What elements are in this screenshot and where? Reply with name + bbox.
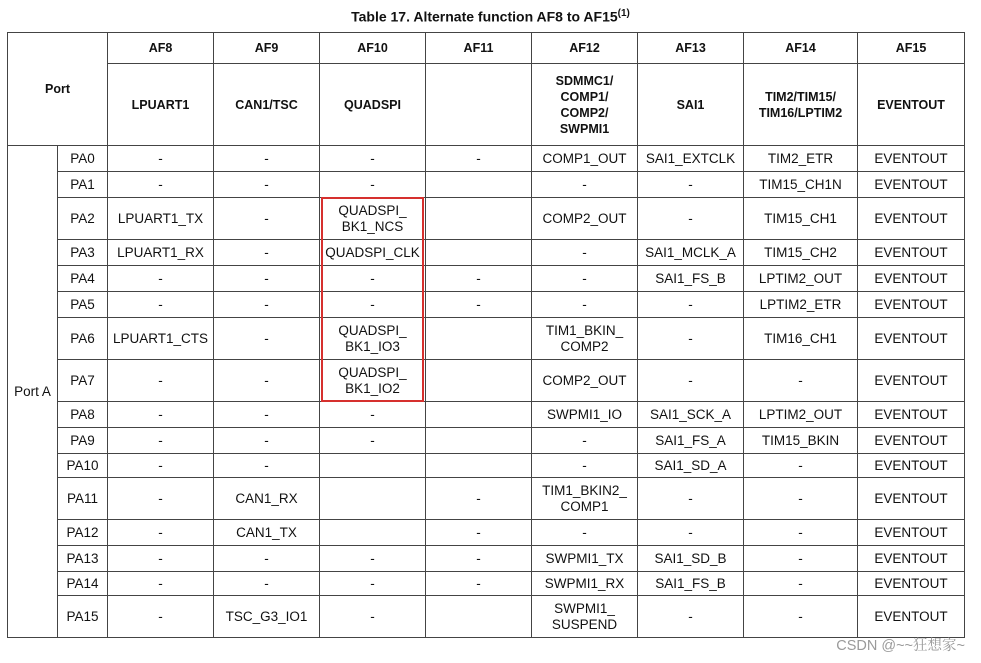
af-cell: -	[320, 266, 426, 292]
af-cell: -	[532, 292, 638, 318]
af-cell	[426, 360, 532, 402]
af-cell: -	[638, 318, 744, 360]
af-cell: -	[744, 520, 858, 546]
af-cell: -	[532, 520, 638, 546]
af-cell: -	[320, 146, 426, 172]
af-cell: -	[426, 266, 532, 292]
af-cell: -	[532, 428, 638, 454]
af-cell: -	[426, 546, 532, 572]
function-header: SAI1	[638, 64, 744, 146]
function-header	[426, 64, 532, 146]
function-header: QUADSPI	[320, 64, 426, 146]
af-cell	[426, 428, 532, 454]
af-cell: -	[638, 292, 744, 318]
pin-cell: PA10	[58, 454, 108, 478]
af-cell: -	[214, 318, 320, 360]
function-header: TIM2/TIM15/ TIM16/LPTIM2	[744, 64, 858, 146]
af-cell: -	[108, 572, 214, 596]
af-cell: TSC_G3_IO1	[214, 596, 320, 638]
pin-cell: PA1	[58, 172, 108, 198]
af-cell: -	[532, 240, 638, 266]
af-cell: -	[214, 146, 320, 172]
table-row	[8, 402, 965, 428]
pin-cell: PA15	[58, 596, 108, 638]
af-cell: -	[426, 520, 532, 546]
af-cell: COMP1_OUT	[532, 146, 638, 172]
af-cell: -	[108, 596, 214, 638]
af-cell	[426, 454, 532, 478]
af-cell: -	[320, 546, 426, 572]
af-cell: -	[532, 454, 638, 478]
af-cell: TIM15_CH1N	[744, 172, 858, 198]
pin-cell: PA9	[58, 428, 108, 454]
af-cell: -	[532, 172, 638, 198]
af-cell: LPUART1_CTS	[108, 318, 214, 360]
af-cell: SAI1_SCK_A	[638, 402, 744, 428]
table-row	[8, 198, 965, 240]
af-cell: CAN1_TX	[214, 520, 320, 546]
af-cell: -	[108, 520, 214, 546]
af-cell: EVENTOUT	[858, 266, 965, 292]
table-row	[8, 318, 965, 360]
af-cell: -	[214, 546, 320, 572]
table-row	[8, 428, 965, 454]
af-cell: EVENTOUT	[858, 240, 965, 266]
af-cell: -	[744, 572, 858, 596]
af-cell: -	[108, 266, 214, 292]
function-header: CAN1/TSC	[214, 64, 320, 146]
af-cell: TIM15_BKIN	[744, 428, 858, 454]
af-cell: TIM1_BKIN_ COMP2	[532, 318, 638, 360]
af-cell: QUADSPI_ BK1_IO3	[320, 318, 426, 360]
af-cell: -	[744, 546, 858, 572]
function-header: LPUART1	[108, 64, 214, 146]
pin-cell: PA2	[58, 198, 108, 240]
af-cell: SWPMI1_RX	[532, 572, 638, 596]
port-header: Port	[8, 33, 108, 146]
af-cell: COMP2_OUT	[532, 198, 638, 240]
af-cell: SAI1_SD_A	[638, 454, 744, 478]
af-cell: -	[320, 572, 426, 596]
table-row	[8, 240, 965, 266]
af-header-af11: AF11	[426, 33, 532, 64]
af-cell: SWPMI1_ SUSPEND	[532, 596, 638, 638]
pin-cell: PA11	[58, 478, 108, 520]
af-cell: QUADSPI_CLK	[320, 240, 426, 266]
af-cell: -	[214, 292, 320, 318]
af-cell: LPUART1_RX	[108, 240, 214, 266]
af-cell: -	[638, 478, 744, 520]
af-header-af14: AF14	[744, 33, 858, 64]
table-title: Table 17. Alternate function AF8 to AF15$^{(1)}$	[351, 8, 630, 25]
af-cell: LPTIM2_ETR	[744, 292, 858, 318]
af-cell: EVENTOUT	[858, 596, 965, 638]
af-cell	[320, 478, 426, 520]
af-cell: -	[108, 172, 214, 198]
table-row	[8, 454, 965, 478]
af-cell: SAI1_SD_B	[638, 546, 744, 572]
af-cell: -	[320, 402, 426, 428]
pin-cell: PA4	[58, 266, 108, 292]
pin-cell: PA3	[58, 240, 108, 266]
af-cell	[426, 318, 532, 360]
pin-cell: PA7	[58, 360, 108, 402]
table-row	[8, 546, 965, 572]
table-row	[8, 596, 965, 638]
pin-cell: PA0	[58, 146, 108, 172]
af-cell: CAN1_RX	[214, 478, 320, 520]
af-cell: QUADSPI_ BK1_NCS	[320, 198, 426, 240]
af-cell: -	[426, 146, 532, 172]
function-header: EVENTOUT	[858, 64, 965, 146]
table-row	[8, 172, 965, 198]
af-cell: -	[108, 360, 214, 402]
af-cell: SAI1_FS_B	[638, 572, 744, 596]
af-cell: -	[426, 572, 532, 596]
pin-cell: PA13	[58, 546, 108, 572]
af-cell: SAI1_FS_B	[638, 266, 744, 292]
af-cell: COMP2_OUT	[532, 360, 638, 402]
af-cell: EVENTOUT	[858, 402, 965, 428]
af-cell: TIM2_ETR	[744, 146, 858, 172]
af-cell: -	[744, 478, 858, 520]
af-cell: EVENTOUT	[858, 572, 965, 596]
af-header-af9: AF9	[214, 33, 320, 64]
af-cell: EVENTOUT	[858, 318, 965, 360]
af-header-af12: AF12	[532, 33, 638, 64]
af-cell: -	[108, 146, 214, 172]
af-cell: -	[320, 292, 426, 318]
af-cell: TIM16_CH1	[744, 318, 858, 360]
af-cell: EVENTOUT	[858, 454, 965, 478]
af-cell: -	[214, 198, 320, 240]
af-header-af13: AF13	[638, 33, 744, 64]
af-cell: -	[214, 360, 320, 402]
function-header: SDMMC1/ COMP1/ COMP2/ SWPMI1	[532, 64, 638, 146]
af-cell: -	[638, 198, 744, 240]
af-cell: EVENTOUT	[858, 198, 965, 240]
af-cell	[426, 240, 532, 266]
table-row	[8, 292, 965, 318]
pin-cell: PA12	[58, 520, 108, 546]
pin-cell: PA14	[58, 572, 108, 596]
af-cell: -	[532, 266, 638, 292]
af-cell: -	[214, 428, 320, 454]
af-cell: EVENTOUT	[858, 146, 965, 172]
pin-cell: PA5	[58, 292, 108, 318]
af-cell: -	[638, 360, 744, 402]
af-cell: SAI1_FS_A	[638, 428, 744, 454]
af-cell: -	[638, 520, 744, 546]
af-cell: -	[108, 428, 214, 454]
table-row	[8, 520, 965, 546]
af-cell: SWPMI1_IO	[532, 402, 638, 428]
af-cell	[426, 172, 532, 198]
af-cell: -	[744, 360, 858, 402]
table-row	[8, 478, 965, 520]
af-cell: -	[214, 240, 320, 266]
af-cell: SAI1_EXTCLK	[638, 146, 744, 172]
af-cell: TIM15_CH2	[744, 240, 858, 266]
af-cell: -	[214, 266, 320, 292]
alternate-function-table	[7, 32, 965, 638]
af-cell: EVENTOUT	[858, 172, 965, 198]
af-cell: -	[108, 546, 214, 572]
af-cell: -	[108, 454, 214, 478]
af-header-af15: AF15	[858, 33, 965, 64]
af-cell	[426, 596, 532, 638]
af-cell: -	[108, 292, 214, 318]
af-cell: EVENTOUT	[858, 428, 965, 454]
af-cell: EVENTOUT	[858, 360, 965, 402]
af-cell	[320, 454, 426, 478]
af-cell: SAI1_MCLK_A	[638, 240, 744, 266]
af-cell: EVENTOUT	[858, 478, 965, 520]
table-row	[8, 146, 965, 172]
af-header-af8: AF8	[108, 33, 214, 64]
af-cell: -	[320, 428, 426, 454]
port-group-label: Port A	[8, 146, 58, 638]
af-cell: LPUART1_TX	[108, 198, 214, 240]
af-cell: -	[744, 454, 858, 478]
af-cell: -	[744, 596, 858, 638]
table-row	[8, 360, 965, 402]
table-row	[8, 266, 965, 292]
af-cell: -	[638, 172, 744, 198]
pin-cell: PA6	[58, 318, 108, 360]
af-cell: -	[426, 292, 532, 318]
af-cell: -	[214, 402, 320, 428]
table-row	[8, 572, 965, 596]
af-cell: -	[108, 478, 214, 520]
af-cell: EVENTOUT	[858, 546, 965, 572]
af-cell	[426, 402, 532, 428]
af-cell: TIM1_BKIN2_ COMP1	[532, 478, 638, 520]
af-cell: -	[108, 402, 214, 428]
af-cell	[426, 198, 532, 240]
af-cell	[320, 520, 426, 546]
af-cell: SWPMI1_TX	[532, 546, 638, 572]
af-cell: -	[426, 478, 532, 520]
af-cell: QUADSPI_ BK1_IO2	[320, 360, 426, 402]
af-cell: -	[320, 596, 426, 638]
af-cell: -	[214, 454, 320, 478]
af-cell: -	[214, 572, 320, 596]
af-header-af10: AF10	[320, 33, 426, 64]
af-cell: -	[638, 596, 744, 638]
af-cell: TIM15_CH1	[744, 198, 858, 240]
af-cell: LPTIM2_OUT	[744, 402, 858, 428]
af-cell: EVENTOUT	[858, 520, 965, 546]
pin-cell: PA8	[58, 402, 108, 428]
af-cell: LPTIM2_OUT	[744, 266, 858, 292]
af-cell: -	[214, 172, 320, 198]
watermark: CSDN @~~狂想家~	[836, 638, 965, 654]
af-cell: EVENTOUT	[858, 292, 965, 318]
af-cell: -	[320, 172, 426, 198]
